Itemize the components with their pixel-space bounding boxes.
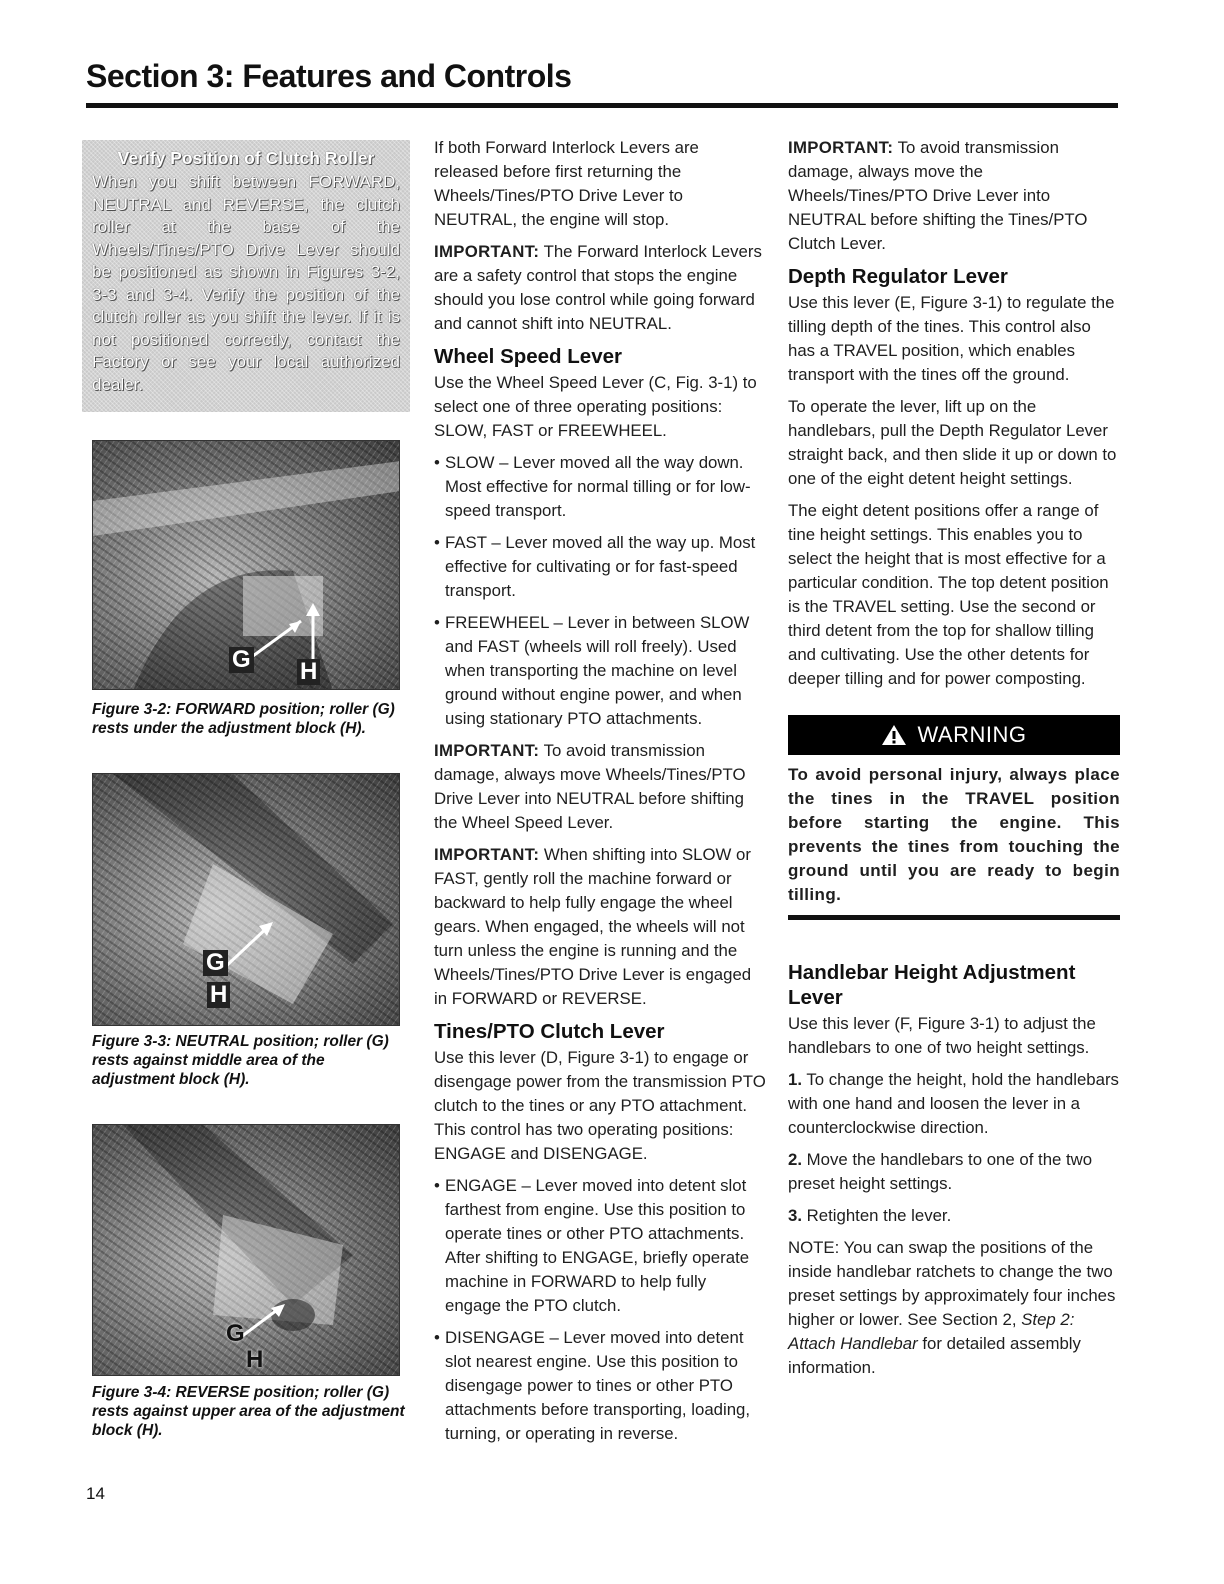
wheel-speed-heading: Wheel Speed Lever xyxy=(434,345,622,368)
important-label: IMPORTANT: xyxy=(434,242,540,261)
bullet: • xyxy=(434,1328,440,1347)
important-text: The Forward Interlock Levers are a safety control that stops the engine should you lose control while going forward and cannot shift into NEUTRAL. xyxy=(434,242,762,333)
tines-pto-intro: Use this lever (D, Figure 3-1) to engage or disengage power from the transmission PTO clutch to the tines or any PTO attachment. This control has two operating positions: ENGAGE and DISENGAGE. xyxy=(434,1048,766,1163)
figure-3-3-photo xyxy=(92,773,400,1026)
title-rule xyxy=(86,103,1118,108)
list-item xyxy=(434,611,766,731)
callout-title: Verify Position of Clutch Roller xyxy=(117,148,375,168)
note-text-end: for detailed assembly information. xyxy=(788,1334,1081,1377)
list-item-text: DISENGAGE – Lever moved into detent slot nearest engine. Use this position to disengage power to tines or other PTO attachments before transporting, loading, turning, or operating in reverse. xyxy=(445,1328,751,1443)
step-text: Move the handlebars to one of the two preset height settings. xyxy=(788,1150,1093,1193)
important-note-tines-clutch xyxy=(788,136,1120,256)
step-item xyxy=(788,1068,1120,1140)
list-item-text: FREEWHEEL – Lever in between SLOW and FAST (wheels will roll freely). Used when transporting the machine on level ground without engine power, and when using stationary PTO attachments. xyxy=(445,613,750,728)
step-text: To change the height, hold the handlebars with one hand and loosen the lever in a counterclockwise direction. xyxy=(788,1070,1119,1137)
figure-3-4-photo xyxy=(92,1124,400,1376)
bullet: • xyxy=(434,533,440,552)
list-item-text: FAST – Lever moved all the way up. Most effective for cultivating or for fast-speed transport. xyxy=(445,533,756,600)
important-label: IMPORTANT: xyxy=(434,741,540,760)
note-paragraph xyxy=(788,1236,1120,1380)
bullet: • xyxy=(434,613,440,632)
callout-box xyxy=(82,140,410,412)
depth-paragraph-1: Use this lever (E, Figure 3-1) to regulate the tilling depth of the tines. This control also has a TRAVEL position, which enables transport with the tines off the ground. xyxy=(788,293,1115,384)
interlock-paragraph: If both Forward Interlock Levers are released before first returning the Wheels/Tines/PTO Drive Lever to NEUTRAL, the engine will stop. xyxy=(434,138,699,229)
warning-label: WARNING xyxy=(917,722,1027,747)
handlebar-steps xyxy=(788,1068,1120,1228)
list-item-text: ENGAGE – Lever moved into detent slot farthest from engine. Use this position to operate tines or other PTO attachments. After shifting to ENGAGE, briefly operate machine in FORWARD to help fully engage the PTO clutch. xyxy=(445,1176,750,1315)
figure-3-2-photo xyxy=(92,440,400,690)
important-label: IMPORTANT: xyxy=(434,845,540,864)
important-note-transmission xyxy=(434,739,766,835)
note-reference: Step 2: Attach Handlebar xyxy=(788,1310,1075,1353)
tines-pto-heading: Tines/PTO Clutch Lever xyxy=(434,1020,665,1043)
label-h: H xyxy=(297,659,320,685)
step-number: 2. xyxy=(788,1150,802,1169)
step-number: 1. xyxy=(788,1070,802,1089)
important-note-interlock xyxy=(434,240,766,336)
page-title: Section 3: Features and Controls xyxy=(86,58,572,94)
bullet: • xyxy=(434,1176,440,1195)
figure-3-3-drawing xyxy=(93,774,400,1026)
warning-text: To avoid personal injury, always place the tines in the TRAVEL position before starting the engine. This prevents the tines from touching the ground until you are ready to begin tilling. xyxy=(788,763,1120,920)
list-item xyxy=(434,531,766,603)
warning-triangle-icon xyxy=(881,724,907,746)
note-text: NOTE: You can swap the positions of the inside handlebar ratchets to change the two preset settings by approximately four inches higher or lower. See Section 2, xyxy=(788,1238,1116,1329)
step-item xyxy=(788,1148,1120,1196)
figure-3-3-caption: Figure 3-3: NEUTRAL position; roller (G) rests against middle area of the adjustment block (H). xyxy=(92,1033,389,1088)
label-h: H xyxy=(246,1346,264,1373)
depth-paragraph-2: To operate the lever, lift up on the handlebars, pull the Depth Regulator Lever straight back, and then slide it up or down to one of the eight detent height settings. xyxy=(788,397,1117,488)
depth-paragraph-3: The eight detent positions offer a range of tine height settings. This enables you to select the height that is most effective for a particular condition. The top detent position is the TRAVEL setting. Use the second or third detent from the top for shallow tilling and cultivating. Use the other detents for deeper tilling and for power composting. xyxy=(788,501,1109,688)
important-label: IMPORTANT: xyxy=(788,138,894,157)
handlebar-intro: Use this lever (F, Figure 3-1) to adjust the handlebars to one of two height settings. xyxy=(788,1014,1096,1057)
handlebar-heading: Handlebar Height Adjustment Lever xyxy=(788,961,1076,1009)
tines-pto-list xyxy=(434,1174,766,1446)
important-text: When shifting into SLOW or FAST, gently roll the machine forward or backward to help fully engage the wheel gears. When engaged, the wheels will not turn unless the engine is running and the Wheels/Tines/PTO Drive Lever is engaged in FORWARD or REVERSE. xyxy=(434,845,752,1008)
depth-regulator-heading: Depth Regulator Lever xyxy=(788,265,1008,288)
step-text: Retighten the lever. xyxy=(802,1206,952,1225)
important-text: To avoid transmission damage, always move the Wheels/Tines/PTO Drive Lever into NEUTRAL before shifting the Tines/PTO Clutch Lever. xyxy=(788,138,1088,253)
page-number: 14 xyxy=(86,1484,105,1503)
warning-banner xyxy=(788,715,1120,755)
label-g: G xyxy=(229,647,254,673)
list-item xyxy=(434,1174,766,1318)
label-g: G xyxy=(203,950,228,976)
step-item xyxy=(788,1204,1120,1228)
step-number: 3. xyxy=(788,1206,802,1225)
figure-3-2-caption: Figure 3-2: FORWARD position; roller (G) rests under the adjustment block (H). xyxy=(92,701,395,737)
list-item xyxy=(434,451,766,523)
important-note-gears xyxy=(434,843,766,1011)
label-g: G xyxy=(226,1320,245,1347)
list-item-text: SLOW – Lever moved all the way down. Most effective for normal tilling or for low-speed transport. xyxy=(445,453,751,520)
important-text: To avoid transmission damage, always move Wheels/Tines/PTO Drive Lever into NEUTRAL before shifting the Wheel Speed Lever. xyxy=(434,741,746,832)
column-2 xyxy=(434,136,766,1454)
label-h: H xyxy=(207,982,230,1008)
callout-body: When you shift between FORWARD, NEUTRAL and REVERSE, the clutch roller at the base of the Wheels/Tines/PTO Drive Lever should be positioned as shown in Figures 3-2, 3-3 and 3-4. Verify the position of the clutch roller as you shift the lever. If it is not positioned correctly, contact the Factory or see your local authorized dealer. xyxy=(92,172,400,394)
list-item xyxy=(434,1326,766,1446)
wheel-speed-list xyxy=(434,451,766,731)
wheel-speed-intro: Use the Wheel Speed Lever (C, Fig. 3-1) to select one of three operating positions: SLOW, FAST or FREEWHEEL. xyxy=(434,373,757,440)
bullet: • xyxy=(434,453,440,472)
figure-3-4-caption: Figure 3-4: REVERSE position; roller (G) rests against upper area of the adjustment block (H). xyxy=(92,1384,405,1439)
column-3 xyxy=(788,136,1120,1388)
